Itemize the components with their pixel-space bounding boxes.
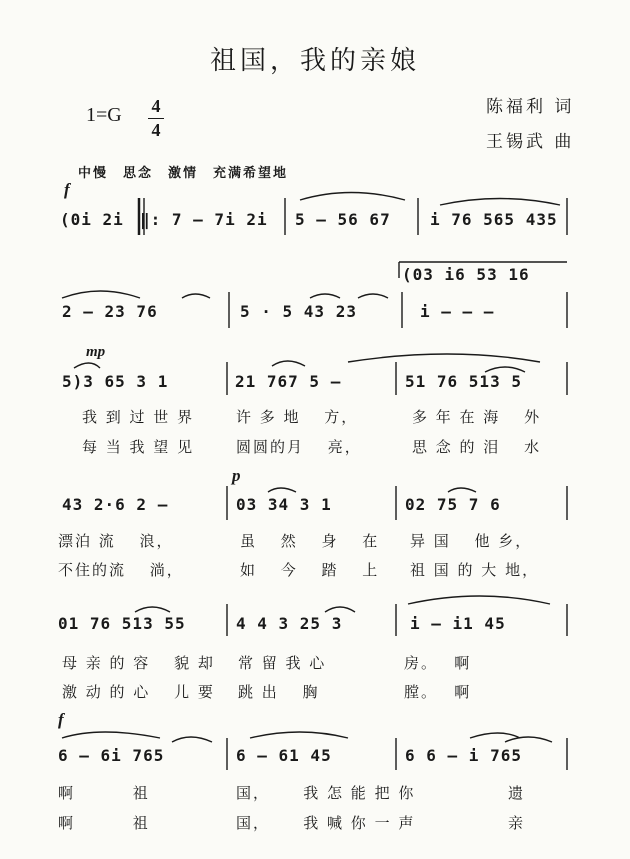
row6-measure-1: 6 — 6i 765 bbox=[58, 746, 165, 765]
row3-lyric-1a: 我 到 过 世 界 bbox=[82, 408, 195, 426]
row5-lyric-1b: 常 留 我 心 bbox=[238, 654, 327, 672]
dynamic-p: p bbox=[232, 466, 241, 485]
row3-measure-1: 5)3 65 3 1 bbox=[62, 372, 169, 391]
row1-alternate-line: (03 i6 53 16 bbox=[402, 265, 530, 284]
row3-lyric-2b: 圆圆的月 亮， bbox=[236, 438, 362, 456]
time-signature-top: 4 bbox=[151, 96, 161, 116]
row6-measure-3: 6 6 — i 765 bbox=[405, 746, 522, 765]
row6-measure-2: 6 — 61 45 bbox=[236, 746, 332, 765]
tempo-marking: 中慢 思念 激情 充满希望地 bbox=[78, 166, 289, 181]
row5-lyric-1a: 母 亲 的 容 貌 却 bbox=[62, 654, 215, 672]
row2-measure-1: 2 — 23 76 bbox=[62, 302, 158, 321]
row1-measure-1: (0i 2i bbox=[60, 210, 124, 229]
dynamic-f-1: f bbox=[64, 180, 70, 199]
row3-lyric-1b: 许 多 地 方， bbox=[236, 408, 359, 426]
row4-measure-2: 03 34 3 1 bbox=[236, 495, 332, 514]
row5-measure-2: 4 4 3 25 3 bbox=[236, 614, 343, 633]
lyricist-credit: 陈福利 词 bbox=[486, 97, 575, 117]
row5-measure-3: i — i1 45 bbox=[410, 614, 506, 633]
time-signature-bottom: 4 bbox=[151, 120, 161, 140]
row2-measure-2: 5 · 5 43 23 bbox=[240, 302, 357, 321]
row6-lyric-2b: 国， 我 喊 你 一 声 bbox=[236, 814, 416, 832]
row4-lyric-1b: 虽 然 身 在 bbox=[240, 532, 380, 550]
row5-lyric-2a: 激 动 的 心 儿 要 bbox=[62, 683, 215, 701]
dynamic-f-2: f bbox=[58, 710, 64, 729]
row1-measure-3: 5 — 56 67 bbox=[295, 210, 391, 229]
row4-measure-1: 43 2·6 2 — bbox=[62, 495, 169, 514]
row4-lyric-1c: 异 国 他 乡， bbox=[410, 532, 533, 550]
row4-lyric-2a: 不住的流 淌， bbox=[58, 561, 184, 579]
row3-measure-3: 51 76 513 5 bbox=[405, 372, 522, 391]
row6-lyric-1c: 遗 bbox=[508, 784, 526, 802]
row1-measure-4: i 76 565 435 bbox=[430, 210, 558, 229]
dynamic-mp: mp bbox=[86, 344, 106, 360]
key-signature: 1=G bbox=[86, 104, 122, 126]
song-title: 祖国，我的亲娘 bbox=[209, 46, 420, 76]
row6-lyric-1b: 国， 我 怎 能 把 你 bbox=[236, 784, 416, 802]
row2-measure-3: i — — — bbox=[420, 302, 495, 321]
row3-measure-2: 21 767 5 — bbox=[235, 372, 342, 391]
row6-lyric-1a: 啊 祖 bbox=[58, 784, 150, 802]
row4-measure-3: 02 75 7 6 bbox=[405, 495, 501, 514]
row5-lyric-2c: 膛。 啊 bbox=[404, 683, 472, 701]
row1-measure-2: ‖: 7 — 7i 2i bbox=[140, 210, 268, 229]
composer-credit: 王锡武 曲 bbox=[486, 132, 575, 152]
row4-lyric-1a: 漂泊 流 浪， bbox=[58, 532, 174, 550]
row3-lyric-2c: 思 念 的 泪 水 bbox=[412, 438, 542, 456]
row5-measure-1: 01 76 513 55 bbox=[58, 614, 186, 633]
row6-lyric-2c: 亲 bbox=[508, 814, 526, 832]
row5-lyric-2b: 跳 出 胸 bbox=[238, 683, 320, 701]
row3-lyric-2a: 每 当 我 望 见 bbox=[82, 438, 195, 456]
row5-lyric-1c: 房。 啊 bbox=[404, 654, 472, 672]
row6-lyric-2a: 啊 祖 bbox=[58, 814, 150, 832]
row4-lyric-2c: 祖 国 的 大 地， bbox=[410, 561, 540, 579]
row4-lyric-2b: 如 今 踏 上 bbox=[240, 561, 380, 579]
row3-lyric-1c: 多 年 在 海 外 bbox=[412, 408, 542, 426]
